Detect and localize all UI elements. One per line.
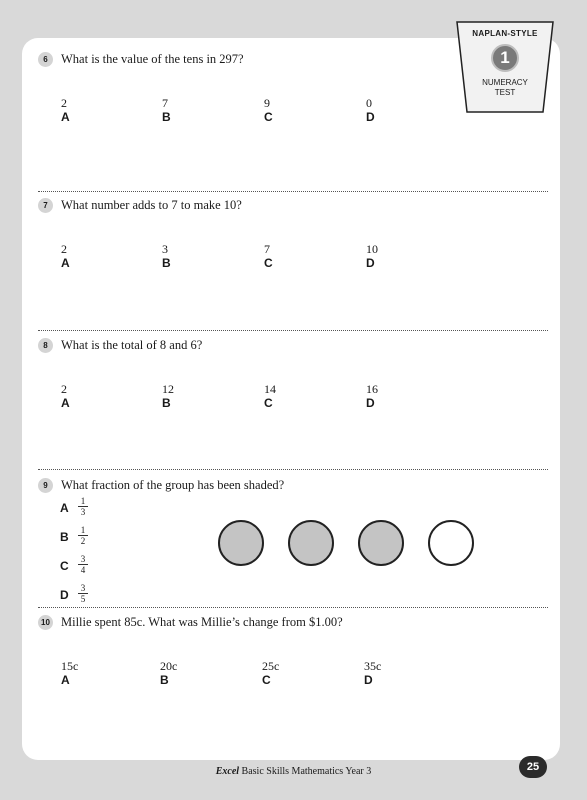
option-letter: B	[162, 110, 171, 124]
option-value: 9	[264, 96, 270, 110]
page-footer	[0, 766, 587, 777]
option-letter: C	[264, 110, 273, 124]
section-divider	[38, 469, 548, 470]
answer-option-d[interactable]	[366, 96, 406, 124]
question-number: 7	[38, 198, 53, 213]
section-divider	[38, 607, 548, 608]
answer-option-c[interactable]	[264, 382, 304, 410]
fraction-denominator: 3	[80, 507, 86, 517]
question-number: 6	[38, 52, 53, 67]
footer-brand: Excel	[215, 766, 240, 777]
badge-title: NAPLAN-STYLE	[472, 29, 538, 38]
option-value: 3	[162, 242, 168, 256]
option-letter: A	[61, 110, 70, 124]
option-letter: A	[60, 501, 69, 515]
fraction-numerator: 3	[78, 583, 88, 594]
fraction-denominator: 5	[80, 594, 86, 604]
option-value: 2	[61, 242, 67, 256]
option-value: 7	[162, 96, 168, 110]
fraction-numerator: 3	[78, 554, 88, 565]
option-value: 2	[61, 96, 67, 110]
question-text: What fraction of the group has been shaded?	[61, 478, 285, 492]
option-letter: D	[366, 396, 375, 410]
question-number: 10	[38, 615, 53, 630]
option-letter: B	[160, 673, 169, 687]
page-number: 25	[519, 756, 547, 778]
fraction-denominator: 2	[80, 536, 86, 546]
option-letter: C	[264, 256, 273, 270]
answer-option-a[interactable]	[61, 659, 101, 687]
question-text: What is the value of the tens in 297?	[61, 52, 244, 66]
badge-number: 1	[491, 44, 519, 72]
answer-option-c[interactable]	[262, 659, 302, 687]
option-letter: A	[61, 256, 70, 270]
option-letter: C	[264, 396, 273, 410]
fraction-denominator: 4	[80, 565, 86, 575]
option-letter: C	[60, 559, 69, 573]
answer-option-d[interactable]	[366, 382, 406, 410]
badge-subtitle-line1: NUMERACY	[482, 78, 528, 87]
answer-option-a[interactable]	[61, 242, 101, 270]
answer-option-c[interactable]	[264, 96, 304, 124]
fraction-numerator: 1	[78, 496, 88, 507]
answer-option-b[interactable]	[160, 659, 200, 687]
option-letter: D	[366, 110, 375, 124]
section-divider	[38, 191, 548, 192]
option-value: 20c	[160, 659, 178, 673]
answer-option-b[interactable]	[162, 96, 202, 124]
badge-subtitle-line2: TEST	[494, 88, 516, 97]
naplan-badge	[455, 20, 555, 114]
fraction	[78, 496, 88, 517]
option-value: 10	[366, 242, 378, 256]
option-letter: D	[60, 588, 69, 602]
option-value: 16	[366, 382, 378, 396]
option-value: 25c	[262, 659, 280, 673]
option-letter: A	[61, 673, 70, 687]
option-value: 15c	[61, 659, 79, 673]
option-value: 12	[162, 382, 174, 396]
option-letter: D	[366, 256, 375, 270]
group-circle-4	[428, 520, 474, 566]
option-letter: B	[60, 530, 69, 544]
answer-option-b[interactable]	[162, 382, 202, 410]
option-value: 2	[61, 382, 67, 396]
question-text: What number adds to 7 to make 10?	[61, 198, 242, 212]
option-value: 35c	[364, 659, 382, 673]
option-letter: C	[262, 673, 271, 687]
option-letter: A	[61, 396, 70, 410]
option-letter: D	[364, 673, 373, 687]
fraction	[78, 525, 88, 546]
answer-option-d[interactable]	[366, 242, 406, 270]
answer-option-c[interactable]	[264, 242, 304, 270]
option-value: 7	[264, 242, 270, 256]
option-value: 0	[366, 96, 372, 110]
fraction-numerator: 1	[78, 525, 88, 536]
footer-title: Basic Skills Mathematics Year 3	[241, 766, 372, 777]
group-circle-3	[358, 520, 404, 566]
question-number: 9	[38, 478, 53, 493]
answer-option-d[interactable]	[364, 659, 404, 687]
question-number: 8	[38, 338, 53, 353]
answer-option-a[interactable]	[61, 96, 101, 124]
option-letter: B	[162, 396, 171, 410]
question-text: What is the total of 8 and 6?	[61, 338, 203, 352]
group-circle-1	[218, 520, 264, 566]
answer-option-a[interactable]	[61, 382, 101, 410]
fraction	[78, 554, 88, 575]
option-letter: B	[162, 256, 171, 270]
group-circle-2	[288, 520, 334, 566]
fraction	[78, 583, 88, 604]
option-value: 14	[264, 382, 276, 396]
badge-subtitle	[455, 78, 555, 98]
section-divider	[38, 330, 548, 331]
question-text: Millie spent 85c. What was Millie’s change from $1.00?	[61, 615, 343, 629]
answer-option-b[interactable]	[162, 242, 202, 270]
